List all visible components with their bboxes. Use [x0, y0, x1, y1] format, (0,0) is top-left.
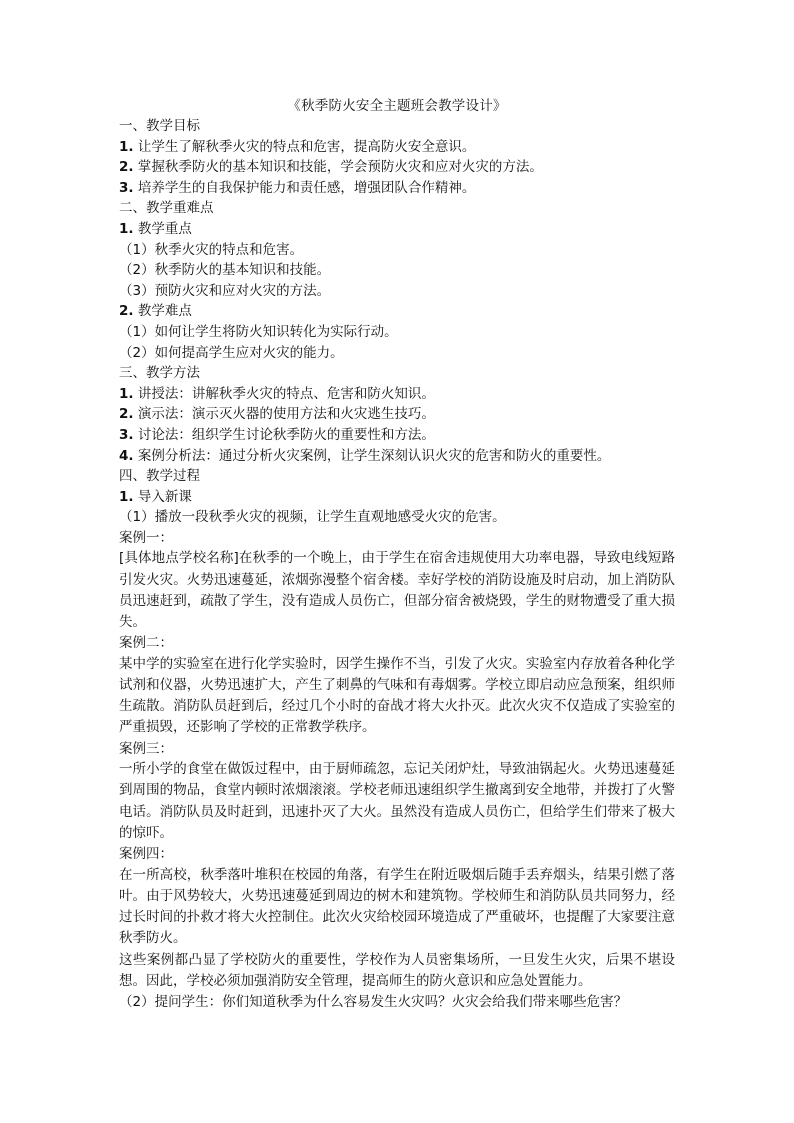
case-1-title: 案例一： — [119, 529, 173, 546]
item-number: 1. — [119, 488, 134, 505]
section-heading-key-points: 二、教学重难点 — [119, 200, 214, 217]
item-number: 2. — [119, 303, 134, 320]
case-1-text: [具体地点学校名称]在秋季的一个晚上，由于学生在宿舍违规使用大功率电器，导致电线短路引发火灾。火势迅速蔓延，浓烟弥漫整个宿舍楼。幸好学校的消防设施及时启动，加上消防队员迅速赶到，疏散了学生，没有造成人员伤亡，但部分宿舍被烧毁，学生的财物遭受了重大损失。 — [119, 550, 675, 631]
item-number: 4. — [119, 447, 134, 464]
item-text: 培养学生的自我保护能力和责任感，增强团队合作精神。 — [133, 179, 476, 196]
goal-item-1 — [119, 137, 675, 158]
item-text: 教学重点 — [133, 220, 192, 237]
section-heading-goals: 一、教学目标 — [119, 118, 200, 134]
key-point-item-2: （2）秋季防火的基本知识和技能。 — [119, 262, 331, 279]
item-text: 教学难点 — [133, 303, 192, 320]
document-page — [119, 96, 675, 1013]
item-number: 1. — [119, 385, 134, 402]
section-heading-process: 四、教学过程 — [119, 468, 200, 485]
item-number: 2. — [119, 406, 134, 423]
key-point-item-1: （1）秋季火灾的特点和危害。 — [119, 241, 304, 258]
case-3-title: 案例三： — [119, 740, 173, 757]
subheading-difficulties — [119, 301, 675, 322]
intro-item-1: （1）播放一段秋季火灾的视频，让学生直观地感受火灾的危害。 — [119, 509, 506, 526]
case-2-title: 案例二： — [119, 635, 173, 652]
difficulty-item-1: （1）如何让学生将防火知识转化为实际行动。 — [119, 323, 398, 340]
goal-item-3 — [119, 178, 675, 199]
item-number: 1. — [119, 138, 134, 155]
case-2-text: 某中学的实验室在进行化学实验时，因学生操作不当，引发了火灾。实验室内存放着各种化学试剂和仪器，火势迅速扩大，产生了刺鼻的气味和有毒烟雾。学校立即启动应急预案，组织师生疏散。消防队员赶到后，经过几个小时的奋战才将大火扑灭。此次火灾不仅造成了实验室的严重损毁，还影响了学校的正常教学秩序。 — [119, 655, 675, 736]
intro-item-2: （2）提问学生：你们知道秋季为什么容易发生火灾吗？火灾会给我们带来哪些危害？ — [119, 993, 628, 1010]
method-item-4 — [119, 446, 675, 467]
item-text: 案例分析法：通过分析火灾案例，让学生深刻认识火灾的危害和防火的重要性。 — [133, 447, 611, 464]
section-heading-methods: 三、教学方法 — [119, 365, 200, 382]
case-3-text: 一所小学的食堂在做饭过程中，由于厨师疏忽，忘记关闭炉灶，导致油锅起火。火势迅速蔓延到周围的物品，食堂内顿时浓烟滚滚。学校老师迅速组织学生撤离到安全地带，并拨打了火警电话。消防队员及时赶到，迅速扑灭了大火。虽然没有造成人员伤亡，但给学生们带来了极大的惊吓。 — [119, 761, 675, 841]
item-text: 掌握秋季防火的基本知识和技能，学会预防火灾和应对火灾的方法。 — [133, 159, 543, 176]
item-text: 让学生了解秋季火灾的特点和危害，提高防火安全意识。 — [133, 138, 476, 155]
document-title: 《秋季防火安全主题班会教学设计》 — [287, 98, 507, 114]
item-number: 2. — [119, 159, 134, 176]
key-point-item-3: （3）预防火灾和应对火灾的方法。 — [119, 282, 331, 299]
subheading-intro — [119, 487, 675, 508]
item-text: 讨论法：组织学生讨论秋季防火的重要性和方法。 — [133, 426, 435, 443]
case-summary: 这些案例都凸显了学校防火的重要性，学校作为人员密集场所，一旦发生火灾，后果不堪设想。因此，学校必须加强消防安全管理，提高师生的防火意识和应急处置能力。 — [119, 951, 675, 989]
method-item-2 — [119, 404, 675, 425]
item-text: 演示法：演示灭火器的使用方法和火灾逃生技巧。 — [133, 406, 435, 423]
item-text: 导入新课 — [133, 488, 192, 505]
method-item-1 — [119, 384, 675, 405]
difficulty-item-2: （2）如何提高学生应对火灾的能力。 — [119, 344, 344, 361]
item-number: 3. — [119, 426, 134, 443]
method-item-3 — [119, 425, 675, 446]
item-number: 3. — [119, 179, 134, 196]
item-number: 1. — [119, 220, 134, 237]
item-text: 讲授法：讲解秋季火灾的特点、危害和防火知识。 — [133, 385, 435, 402]
case-4-text: 在一所高校，秋季落叶堆积在校园的角落，有学生在附近吸烟后随手丢弃烟头，结果引燃了落叶。由于风势较大，火势迅速蔓延到周边的树木和建筑物。学校师生和消防队员共同努力，经过长时间的扑救才将大火控制住。此次火灾给校园环境造成了严重破坏，也提醒了大家要注意秋季防火。 — [119, 866, 675, 947]
case-4-title: 案例四： — [119, 846, 173, 863]
subheading-key-points — [119, 219, 675, 240]
goal-item-2 — [119, 157, 675, 178]
